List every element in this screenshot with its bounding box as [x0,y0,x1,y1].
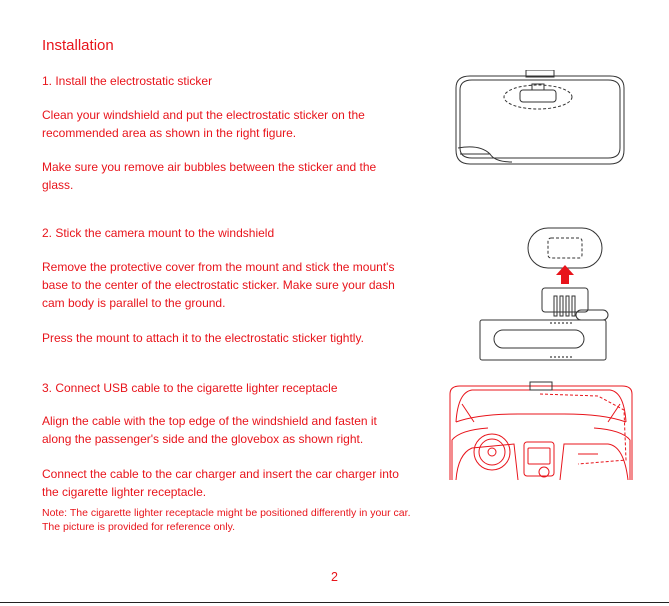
bottom-rule [0,602,669,603]
step-3-paragraph-1: Align the cable with the top edge of the windshield and fasten it along the passenger's side and the glovebox as shown right. [42,414,377,446]
camera-mount-figure [476,226,616,364]
step-1-paragraph-1: Clean your windshield and put the electrostatic sticker on the recommended area as shown in the right figure. [42,108,365,140]
page-number: 2 [331,570,338,584]
step-3-paragraph-2: Connect the cable to the car charger and insert the car charger into the cigarette lighter receptacle. [42,467,399,499]
page-title: Installation [42,37,114,54]
step-2-heading: 2. Stick the camera mount to the windshield [42,226,275,240]
step-3-note: Note: The cigarette lighter receptacle might be positioned differently in your car. The picture is provided for reference only. [42,507,411,533]
car-interior-cable-figure [448,380,634,482]
step-1-paragraph-2: Make sure you remove air bubbles between the sticker and the glass. [42,160,377,192]
windshield-sticker-figure [450,70,630,170]
step-2-paragraph-1: Remove the protective cover from the mount and stick the mount's base to the center of the electrostatic sticker. Make sure your dash cam body is parallel to the ground. [42,260,395,310]
step-1-heading: 1. Install the electrostatic sticker [42,74,213,88]
step-3-heading: 3. Connect USB cable to the cigarette lighter receptacle [42,381,338,395]
step-2-paragraph-2: Press the mount to attach it to the electrostatic sticker tightly. [42,331,364,345]
